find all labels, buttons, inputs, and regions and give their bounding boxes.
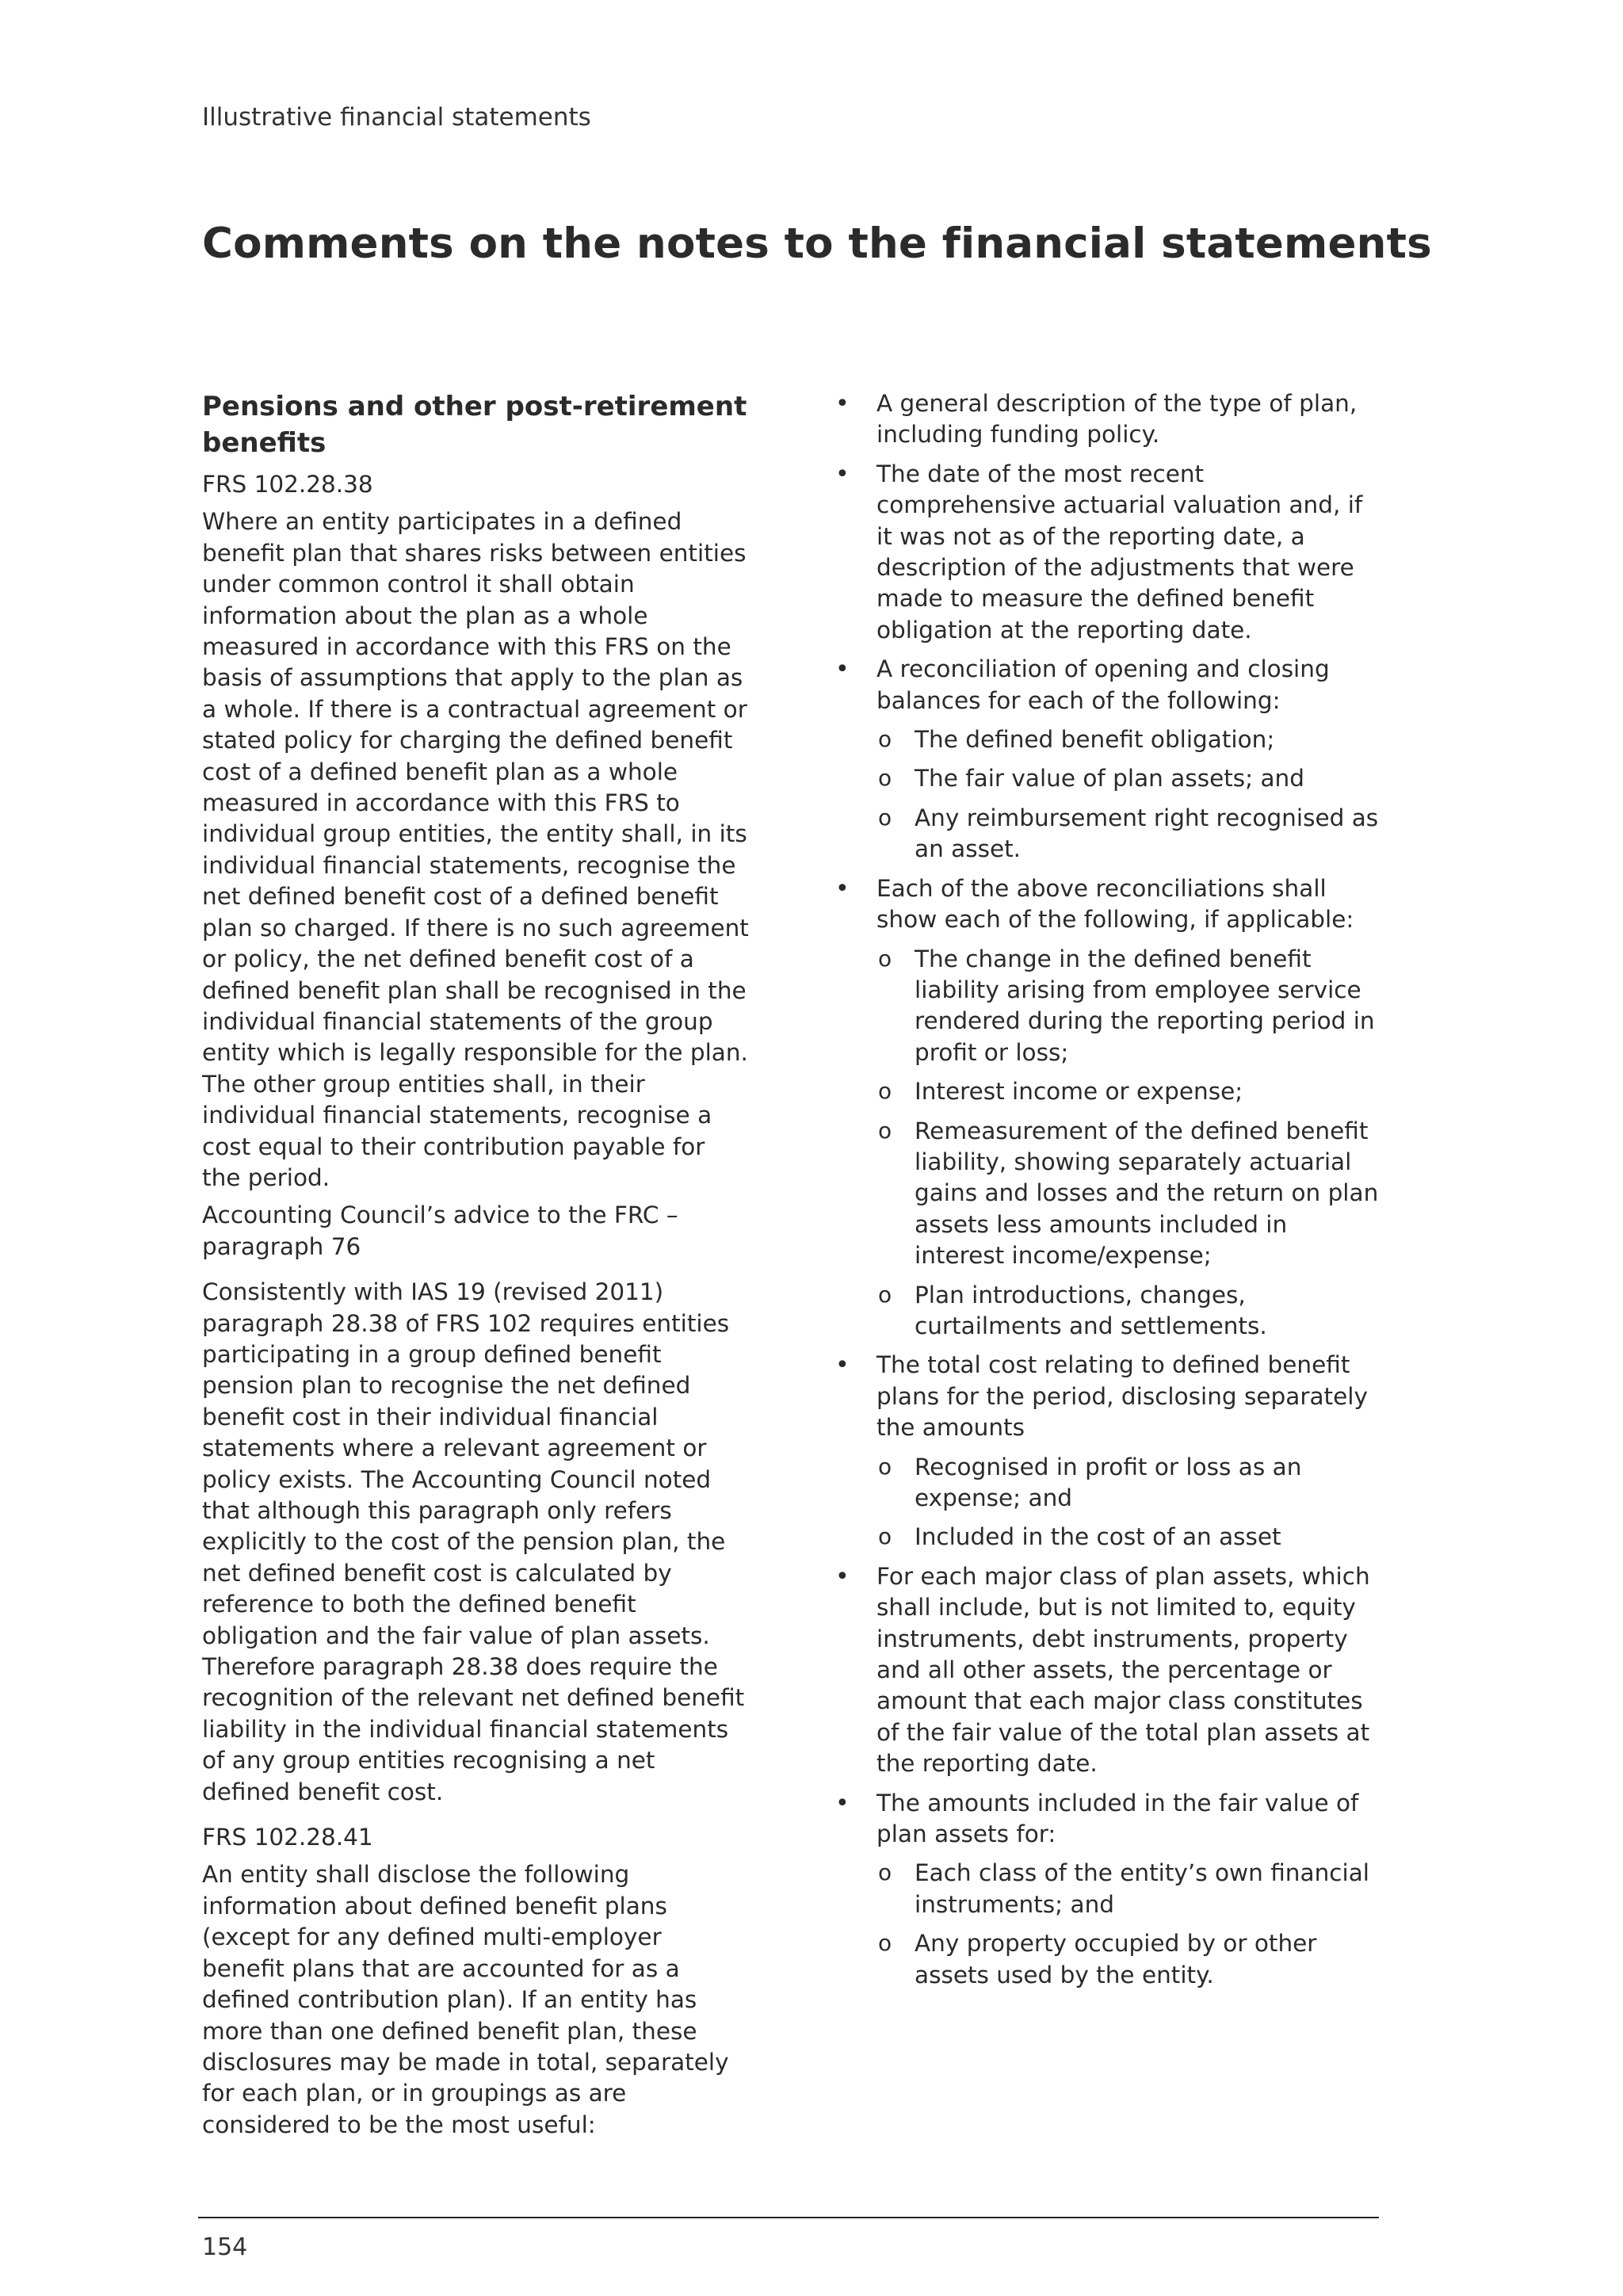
list-item: • For each major class of plan assets, which shall include, but is not limited to, equity instruments, debt instruments, property and all other assets, the percentage or amount that each major class constitutes of the fair value of the total plan assets at the reporting date. [832,1561,1379,1780]
page-title: Comments on the notes to the financial statements [202,220,1432,268]
reference-accounting-council-advice: Accounting Council’s advice to the FRC – paragraph 76 [202,1201,678,1260]
reference-frs-102-28-38: FRS 102.28.38 [202,471,373,498]
list-item: • The date of the most recent comprehensive actuarial valuation and, if it was not as of the reporting date, a description of the adjustments that were made to measure the defined benefit obligation at the reporting date. [832,459,1379,646]
footer-divider [198,2217,1379,2218]
running-header: Illustrative financial statements [202,103,591,132]
paragraph-ias19-consistency: Consistently with IAS 19 (revised 2011) paragraph 28.38 of FRS 102 requires entities participating in a group defined benefit pension plan to recognise the net defined benefit cost in their individual financial statements where a relevant agreement or policy exists. The Accounting Council noted that although this paragraph only refers explicitly to the cost of the pension plan, the net defined benefit cost is calculated by reference to both the defined benefit obligation and the fair value of plan assets. Therefore paragraph 28.38 does require the recognition of the relevant net defined benefit liability in the individual financial statements of any group entities recognising a net defined benefit cost. [202,1278,745,1805]
sub-list-item: o Interest income or expense; [876,1076,1379,1107]
left-column [202,388,749,2147]
sub-list-item: o Any property occupied by or other assets used by the entity. [876,1928,1379,1991]
page-number: 154 [202,2233,248,2261]
sub-list-item: o The fair value of plan assets; and [876,763,1379,794]
sub-list-item: o Included in the cost of an asset [876,1522,1379,1553]
right-column [832,388,1379,1999]
sub-list-item: o Remeasurement of the defined benefit liability, showing separately actuarial gains and losses and the return on plan assets less amounts included in interest income/expense; [876,1116,1379,1272]
list-item: • Each of the above reconciliations shall show each of the following, if applicable: o The change in the defined benefit liability arising from employee service rendered during the reporting period in profit or loss; o Interest income or expense; o Remeasurement of the defined benefit liability, showing separately actuarial gains and losses and the return on plan assets less amounts included in interest income/expense; o Plan introductions, changes, curtailments and settlements. [832,873,1379,1343]
section-heading: Pensions and other post-retirement benefits [202,391,747,459]
list-item: • A reconciliation of opening and closing balances for each of the following: o The defined benefit obligation; o The fair value of plan assets; and o Any reimbursement right recognised as an asset. [832,654,1379,865]
list-item: • A general description of the type of plan, including funding policy. [832,388,1379,451]
paragraph-disclosure-requirements: An entity shall disclose the following information about defined benefit plans (except for any defined multi-employer benefit plans that are accounted for as a defined contribution plan). If an entity has more than one defined benefit plan, these disclosures may be made in total, separately for each plan, or in groupings as are considered to be the most useful: [202,1861,729,2138]
list-item: • The total cost relating to defined benefit plans for the period, disclosing separately the amounts o Recognised in profit or loss as an expense; and o Included in the cost of an asset [832,1350,1379,1553]
disclosure-list [832,388,1379,1991]
sub-list [876,1858,1379,1991]
reference-frs-102-28-41: FRS 102.28.41 [202,1824,373,1851]
sub-list-item: o Plan introductions, changes, curtailments and settlements. [876,1280,1379,1343]
sub-list-item: o The change in the defined benefit liability arising from employee service rendered during the reporting period in profit or loss; [876,944,1379,1069]
sub-list [876,944,1379,1343]
sub-list-item: o The defined benefit obligation; [876,724,1379,755]
paragraph-group-plan-cost: Where an entity participates in a defined benefit plan that shares risks between entities under common control it shall obtain information about the plan as a whole measured in accordance with this FRS on the basis of assumptions that apply to the plan as a whole. If there is a contractual agreement or stated policy for charging the defined benefit cost of a defined benefit plan as a whole measured in accordance with this FRS to individual group entities, the entity shall, in its individual financial statements, recognise the net defined benefit cost of a defined benefit plan so charged. If there is no such agreement or policy, the net defined benefit cost of a defined benefit plan shall be recognised in the individual financial statements of the group entity which is legally responsible for the plan. The other group entities shall, in their individual financial statements, recognise a cost equal to their contribution payable for the period. [202,508,749,1191]
sub-list-item: o Any reimbursement right recognised as an asset. [876,803,1379,865]
sub-list [876,724,1379,865]
list-item: • The amounts included in the fair value of plan assets for: o Each class of the entity’s own financial instruments; and o Any property occupied by or other assets used by the entity. [832,1788,1379,1991]
sub-list [876,1452,1379,1553]
sub-list-item: o Each class of the entity’s own financial instruments; and [876,1858,1379,1920]
sub-list-item: o Recognised in profit or loss as an expense; and [876,1452,1379,1515]
